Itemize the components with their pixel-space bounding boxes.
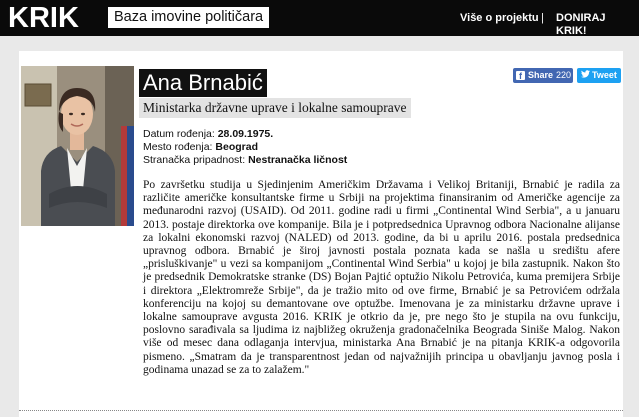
party-label: Stranačka pripadnost: [143, 154, 246, 166]
twitter-tweet-label: Tweet [592, 70, 617, 80]
portrait-illustration [21, 66, 134, 226]
party-row [143, 154, 347, 167]
section-divider [19, 410, 623, 411]
politician-name: Ana Brnabić [139, 69, 267, 97]
birth-date-row [143, 128, 273, 141]
birthplace-label: Mesto rođenja: [143, 141, 213, 153]
birthplace-value: Beograd [215, 141, 258, 153]
nav-donate-link[interactable]: DONIRAJ KRIK! [556, 12, 606, 37]
nav-separator: | [541, 12, 544, 24]
birth-date-value: 28.09.1975. [217, 128, 274, 140]
facebook-share-count: 220 [556, 70, 572, 80]
facebook-icon: f [516, 71, 525, 80]
birth-date-label: Datum rođenja: [143, 128, 215, 140]
portrait-photo [21, 66, 134, 226]
facebook-share-label: Share [528, 70, 554, 80]
twitter-tweet-button[interactable] [577, 68, 621, 83]
politician-role: Ministarka državne uprave i lokalne samouprave [139, 98, 411, 118]
top-navbar [0, 0, 639, 36]
party-value: Nestranačka ličnost [248, 154, 348, 166]
facebook-share-button[interactable] [513, 68, 573, 83]
twitter-bird-icon [581, 68, 590, 83]
biography-text: Po završetku studija u Sjedinjenim Američkim Državama i Velikoj Britaniji, Brnabić je radila za različite američke konsultantske firme u Srbiji na projektima finansiranim od Američke agencije za međunarodni razvoj (USAID). Od 2011. godine radi u firmi „Continental Wind Serbia", a u januaru 2013. postaje direktorka ove kompanije. Bila je i potpredsednica Upravnog odbora Nacionalne alijanse za lokalni ekonomski razvoj (NALED) od 2013. godine, da bi u aprilu 2016. postala predsednica upravnog odbora. Brnabić je široj javnosti postala poznata kada se našla u središtu afere „prisluškivanje" u vezi sa kompanijom „Continental Wind Serbia" u kojoj je bila zastupnik. Nakon što je predsednik Demokratske stranke (DS) Bojan Pajtić optužio Nikolu Petrovića, kuma premijera Srbije i direktora „Elektromreže Srbije", da je tražio mito od ove firme, Brnabić je sa Petrovićem održala konferenciju na kojoj su demantovane ove optužbe. Imenovana je za ministarku državne uprave i lokalne samouprave avgusta 2016. KRIK je otkrio da je, pre nego što je stupila na ovu funkciju, poslovno sarađivala sa ljudima iz najbližeg okruženja gradonačelnika Beograda Siniše Malog. Nakon više od mesec dana odlaganja intervjua, ministarka Ana Brnabić je na pitanja KRIK-a odgovorila pismeno. „Smatram da je transparentnost jedan od najvažnijih principa u obavljanju javnog posla i godinama unazad se za to zalažem." [143, 179, 620, 376]
birthplace-row [143, 141, 258, 154]
site-title[interactable]: Baza imovine političara [108, 7, 269, 28]
krik-logo[interactable]: KRIK [8, 2, 79, 34]
nav-about-link[interactable]: Više o projektu [460, 12, 539, 24]
